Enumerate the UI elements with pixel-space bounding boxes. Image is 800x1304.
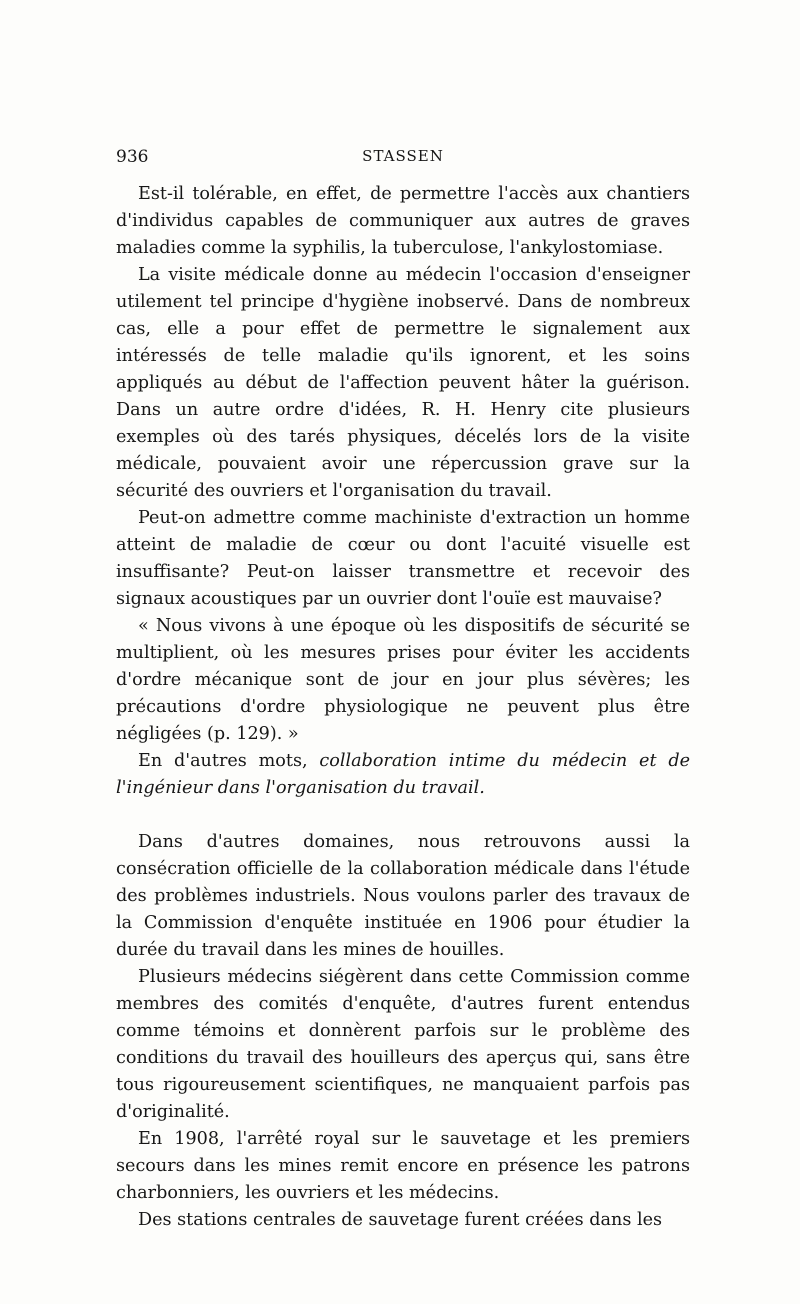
conclusion-lead: En d'autres mots,	[138, 751, 308, 771]
section-gap	[116, 802, 690, 829]
paragraph: Des stations centrales de sauvetage furent créées dans les	[138, 1210, 663, 1230]
conclusion-paragraph	[116, 748, 690, 802]
paragraph: Peut-on admettre comme machiniste d'extraction un homme atteint de maladie de cœur ou dont l'acuité visuelle est insuffisante? Peut-on laisser transmettre et recevoir des signaux acoustiques par un ouvrier dont l'ouïe est mauvaise?	[116, 508, 690, 609]
page-number: 936	[116, 147, 149, 167]
paragraph: La visite médicale donne au médecin l'occasion d'enseigner utilement tel principe d'hygiène inobservé. Dans de nombreux cas, elle a pour effet de permettre le signalement aux intéressés de telle maladie qu'ils ignorent, et les soins appliqués au début de l'affection peuvent hâter la guérison. Dans un autre ordre d'idées, R. H. Henry cite plusieurs exemples où des tarés physiques, décelés lors de la visite médicale, pouvaient avoir une répercussion grave sur la sécurité des ouvriers et l'organisation du travail.	[116, 265, 690, 501]
paragraph: Plusieurs médecins siégèrent dans cette Commission comme membres des comités d'enquête, d'autres furent entendus comme témoins et donnèrent parfois sur le problème des conditions du travail des houilleurs des aperçus qui, sans être tous rigoureusement scientifiques, ne manquaient parfois pas d'originalité.	[116, 967, 690, 1122]
conclusion-emphasis: collaboration intime du médecin et de l'ingénieur dans l'organisation du travail.	[116, 751, 690, 798]
paragraph: Dans d'autres domaines, nous retrouvons aussi la consécration officielle de la collaboration médicale dans l'étude des problèmes industriels. Nous voulons parler des travaux de la Commission d'enquête instituée en 1906 pour étudier la durée du travail dans les mines de houilles.	[116, 832, 690, 960]
page-header	[116, 147, 690, 171]
running-head: STASSEN	[362, 147, 444, 165]
paragraph: Est-il tolérable, en effet, de permettre l'accès aux chantiers d'individus capables de communiquer aux autres de graves maladies comme la syphilis, la tuberculose, l'ankylostomiase.	[116, 184, 690, 258]
quotation-paragraph: « Nous vivons à une époque où les dispositifs de sécurité se multiplient, où les mesures prises pour éviter les accidents d'ordre mécanique sont de jour en jour plus sévères; les précautions d'ordre physiologique ne peuvent plus être négligées (p. 129). »	[116, 616, 690, 744]
body-text	[116, 181, 690, 1234]
paragraph: En 1908, l'arrêté royal sur le sauvetage et les premiers secours dans les mines remit encore en présence les patrons charbonniers, les ouvriers et les médecins.	[116, 1129, 690, 1203]
